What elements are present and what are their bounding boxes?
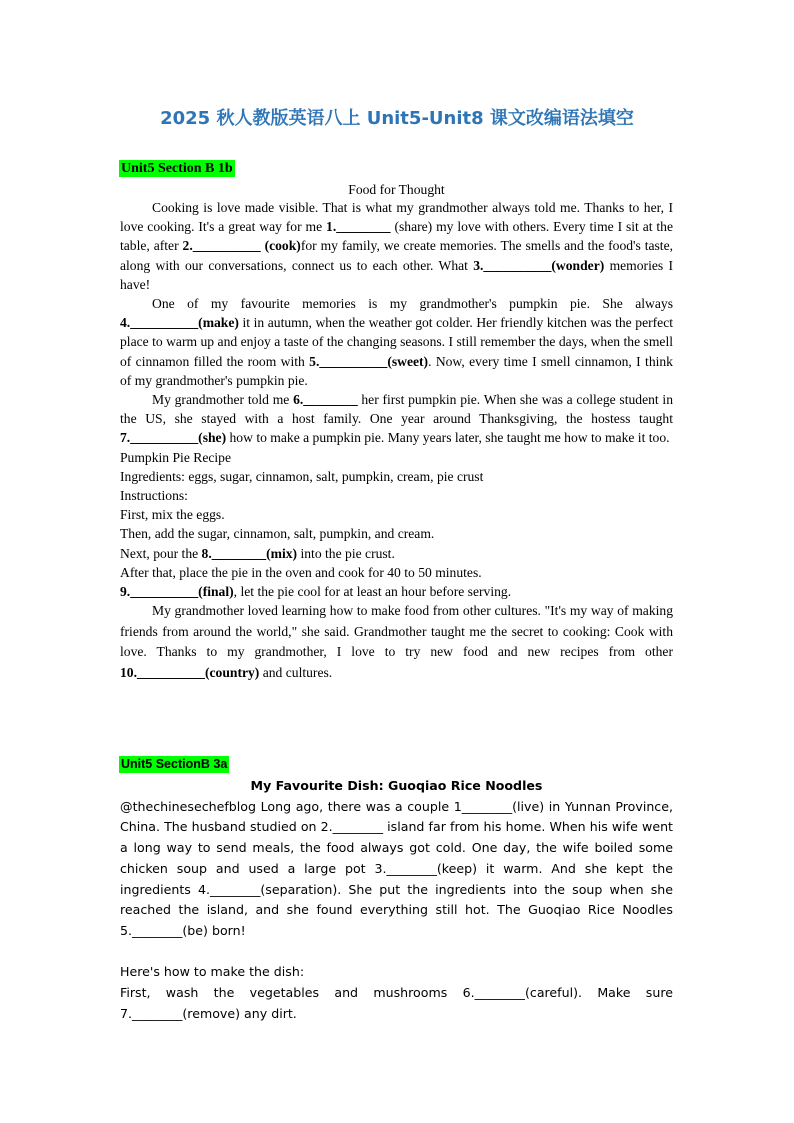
- blank-6: 6.________: [293, 392, 358, 408]
- recipe-title: Pumpkin Pie Recipe: [120, 449, 232, 465]
- paragraph-2: One of my favourite memories is my grandmother's pumpkin pie. She always 4.__________(make) it in autumn, when the weather got colder. Her friendly kitchen was the perfect place to warm up and enjoy a taste of the changing seasons. I still remember the days, when the smell of cinnamon filled the room with 5.__________(sweet). Now, every time I smell cinnamon, I think of my grandmother's pumpkin pie.: [120, 296, 673, 388]
- paragraph-guoqiao-2: First, wash the vegetables and mushrooms 6.________(careful). Make sure 7.________(remove) any dirt.: [120, 985, 673, 1021]
- passage-heading-2: My Favourite Dish: Guoqiao Rice Noodles: [250, 778, 543, 793]
- paragraph-guoqiao-1: @thechinesechefblog Long ago, there was a couple 1________(live) in Yunnan Province, China. The husband studied on 2.________ island far from his home. When his wife went a long way to send meals, the food always got cold. One day, the wife boiled some chicken soup and used a large pot 3.________(keep) it warm. And she kept the ingredients 4.________(separation). She put the ingredients into the soup when she reached the island, and she found everything still hot. The Guoqiao Rice Noodles 5.________(be) born!: [120, 798, 673, 938]
- blank-2: 2.__________ (cook): [182, 238, 301, 254]
- section1-body: [120, 198, 673, 684]
- blank-4: 4.__________(make): [120, 315, 239, 331]
- recipe-step-1: First, mix the eggs.: [120, 507, 225, 523]
- blank-1: 1.________: [326, 219, 391, 235]
- blank-line: [120, 942, 673, 963]
- blank-5: 5.__________(sweet): [309, 353, 429, 369]
- blank-7: 7.__________(she): [120, 430, 227, 446]
- howto-label: Here's how to make the dish:: [120, 964, 305, 980]
- paragraph-1: Cooking is love made visible. That is what my grandmother always told me. Thanks to her, I love cooking. It's a great way for me 1.________ (share) my love with others. Every time I sit at the table, after 2.__________ (cook)for my family, we create memories. The smells and the food's taste, along with our conversations, connect us to each other. What 3.__________(wonder) memories I have!: [120, 200, 674, 292]
- blank-3: 3.__________(wonder): [473, 257, 605, 273]
- recipe-step-2: Then, add the sugar, cinnamon, salt, pumpkin, and cream.: [120, 526, 435, 542]
- section1-heading-block: [120, 180, 673, 199]
- blank-8: 8.________(mix): [201, 545, 298, 561]
- paragraph-4: My grandmother loved learning how to make food from other cultures. "It's my way of making friends from around the world," she said. Grandmother taught me the secret to cooking: Cook with love. Thanks to my grandmother, I love to try new food and new recipes from other 10.__________(country) and cultures.: [120, 603, 673, 681]
- recipe-step-3: Next, pour the 8.________(mix) into the pie crust.: [120, 545, 395, 561]
- passage-heading: Food for Thought: [348, 182, 445, 197]
- paragraph-3: My grandmother told me 6.________ her first pumpkin pie. When she was a college student in the US, she stayed with a host family. One year around Thanksgiving, the hostess taught 7.__________(she) how to make a pumpkin pie. Many years later, she taught me how to make it too.: [120, 392, 673, 446]
- section2-body: [120, 776, 673, 1024]
- recipe-instructions-label: Instructions:: [120, 488, 188, 504]
- page-title: 2025 秋人教版英语八上 Unit5-Unit8 课文改编语法填空: [160, 108, 634, 129]
- blank-9: 9.__________(final): [120, 584, 234, 600]
- section-tag-unit5-3a: Unit5 SectionB 3a: [121, 757, 228, 771]
- recipe-step-4: After that, place the pie in the oven and cook for 40 to 50 minutes.: [120, 564, 482, 580]
- recipe-ingredients: Ingredients: eggs, sugar, cinnamon, salt, pumpkin, cream, pie crust: [120, 468, 484, 484]
- recipe-step-5: 9.__________(final), let the pie cool for at least an hour before serving.: [120, 584, 512, 600]
- blank-10: 10.__________(country): [120, 665, 260, 681]
- section-tag-unit5-1b: Unit5 Section B 1b: [121, 161, 233, 176]
